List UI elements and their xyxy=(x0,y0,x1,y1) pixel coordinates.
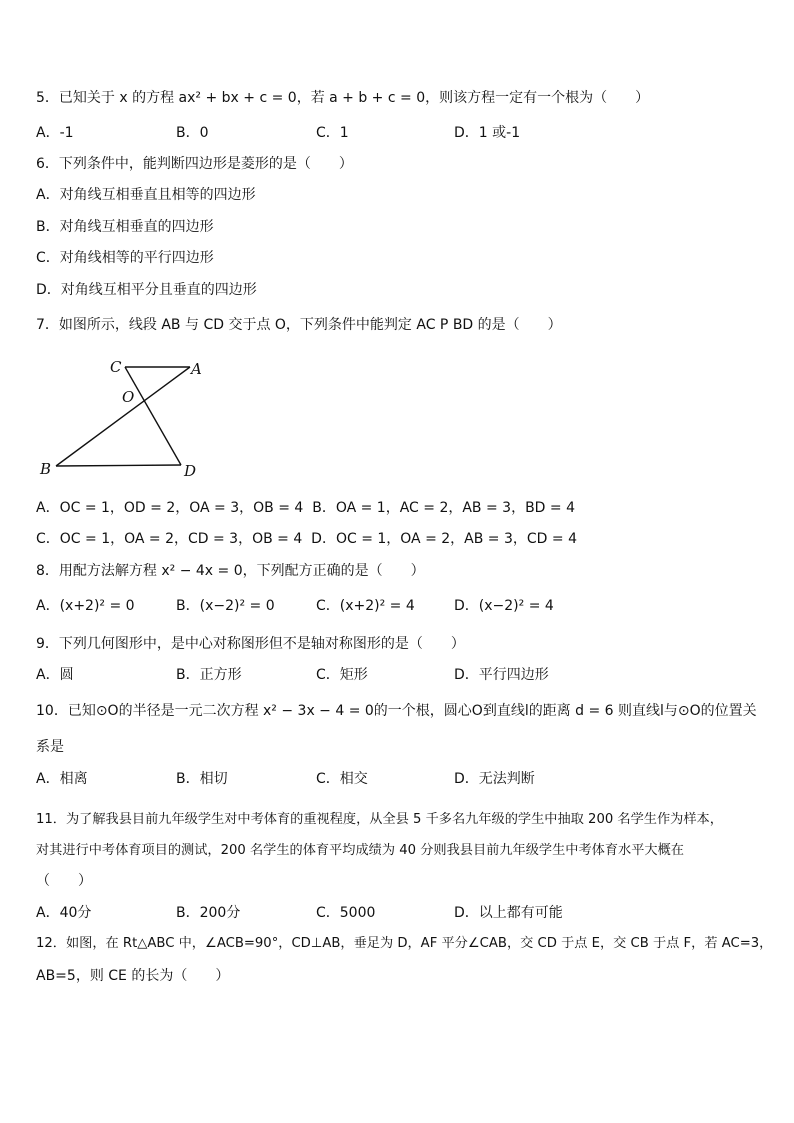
q5-option-a: A．-1 xyxy=(36,125,74,141)
q5-stem: 5．已知关于 x 的方程 ax² + bx + c = 0，若 a + b + c = 0，则该方程一定有一个根为（ ） xyxy=(36,90,650,106)
q9-option-b: B．正方形 xyxy=(176,667,242,683)
q12-stem-line1: 12．如图，在 Rt△ABC 中，∠ACB=90°，CD⊥AB，垂足为 D，AF 平分∠CAB，交 CD 于点 E，交 CB 于点 F，若 AC=3， xyxy=(36,936,773,951)
q6-option-d: D．对角线互相平分且垂直的四边形 xyxy=(36,282,257,298)
q9-option-a: A．圆 xyxy=(36,667,74,683)
q7-option-d: D．OC = 1，OA = 2，AB = 3，CD = 4 xyxy=(311,531,577,547)
q12-stem-line2: AB=5，则 CE 的长为（ ） xyxy=(36,968,230,984)
q11-option-a: A．40分 xyxy=(36,905,92,921)
q7-option-a: A．OC = 1，OD = 2，OA = 3，OB = 4 xyxy=(36,500,304,516)
q10-stem-line2: 系是 xyxy=(36,739,64,755)
q8-stem: 8．用配方法解方程 x² − 4x = 0，下列配方正确的是（ ） xyxy=(36,563,425,579)
q5-option-b: B．0 xyxy=(176,125,209,141)
segment-bd xyxy=(56,465,181,466)
q5-option-d: D．1 或-1 xyxy=(454,125,521,141)
q11-option-c: C．5000 xyxy=(316,905,376,921)
q6-stem: 6．下列条件中，能判断四边形是菱形的是（ ） xyxy=(36,156,353,172)
segment-ab xyxy=(56,367,190,466)
point-b-label: B xyxy=(40,460,52,478)
q10-option-b: B．相切 xyxy=(176,771,228,787)
q7-option-ab-row xyxy=(36,498,575,518)
q7-option-c: C．OC = 1，OA = 2，CD = 3，OB = 4 xyxy=(36,531,303,547)
q7-option-b: B．OA = 1，AC = 2，AB = 3，BD = 4 xyxy=(312,500,575,516)
q11-option-b: B．200分 xyxy=(176,905,241,921)
q7-figure xyxy=(36,355,236,480)
q5-option-c: C．1 xyxy=(316,125,349,141)
q7-option-cd-row xyxy=(36,529,577,549)
q9-stem: 9．下列几何图形中，是中心对称图形但不是轴对称图形的是（ ） xyxy=(36,636,465,652)
q7-stem: 7．如图所示，线段 AB 与 CD 交于点 O，下列条件中能判定 AC P BD 的是（ ） xyxy=(36,317,562,333)
q6-option-b: B．对角线互相垂直的四边形 xyxy=(36,219,214,235)
q8-option-a: A．(x+2)² = 0 xyxy=(36,598,135,614)
q8-option-c: C．(x+2)² = 4 xyxy=(316,598,415,614)
point-o-label: O xyxy=(122,388,135,406)
q11-option-d: D．以上都有可能 xyxy=(454,905,563,921)
q11-stem-line1: 11．为了解我县目前九年级学生对中考体育的重视程度，从全县 5 千多名九年级的学生中抽取 200 名学生作为样本， xyxy=(36,812,723,827)
point-d-label: D xyxy=(184,462,197,480)
point-a-label: A xyxy=(191,360,202,378)
q6-option-a: A．对角线互相垂直且相等的四边形 xyxy=(36,187,256,203)
q11-stem-line3: （ ） xyxy=(36,873,92,889)
q9-option-d: D．平行四边形 xyxy=(454,667,549,683)
q10-option-d: D．无法判断 xyxy=(454,771,535,787)
q8-option-b: B．(x−2)² = 0 xyxy=(176,598,275,614)
q9-option-c: C．矩形 xyxy=(316,667,368,683)
q6-option-c: C．对角线相等的平行四边形 xyxy=(36,250,214,266)
q11-stem-line2: 对其进行中考体育项目的测试，200 名学生的体育平均成绩为 40 分则我县目前九年级学生中考体育水平大概在 xyxy=(36,843,684,858)
segment-cd xyxy=(125,367,181,465)
q10-stem-line1: 10．已知⊙O的半径是一元二次方程 x² − 3x − 4 = 0的一个根，圆心O到直线l的距离 d = 6 则直线l与⊙O的位置关 xyxy=(36,703,757,719)
point-c-label: C xyxy=(110,358,122,376)
q8-option-d: D．(x−2)² = 4 xyxy=(454,598,554,614)
q10-option-a: A．相离 xyxy=(36,771,88,787)
q10-option-c: C．相交 xyxy=(316,771,368,787)
